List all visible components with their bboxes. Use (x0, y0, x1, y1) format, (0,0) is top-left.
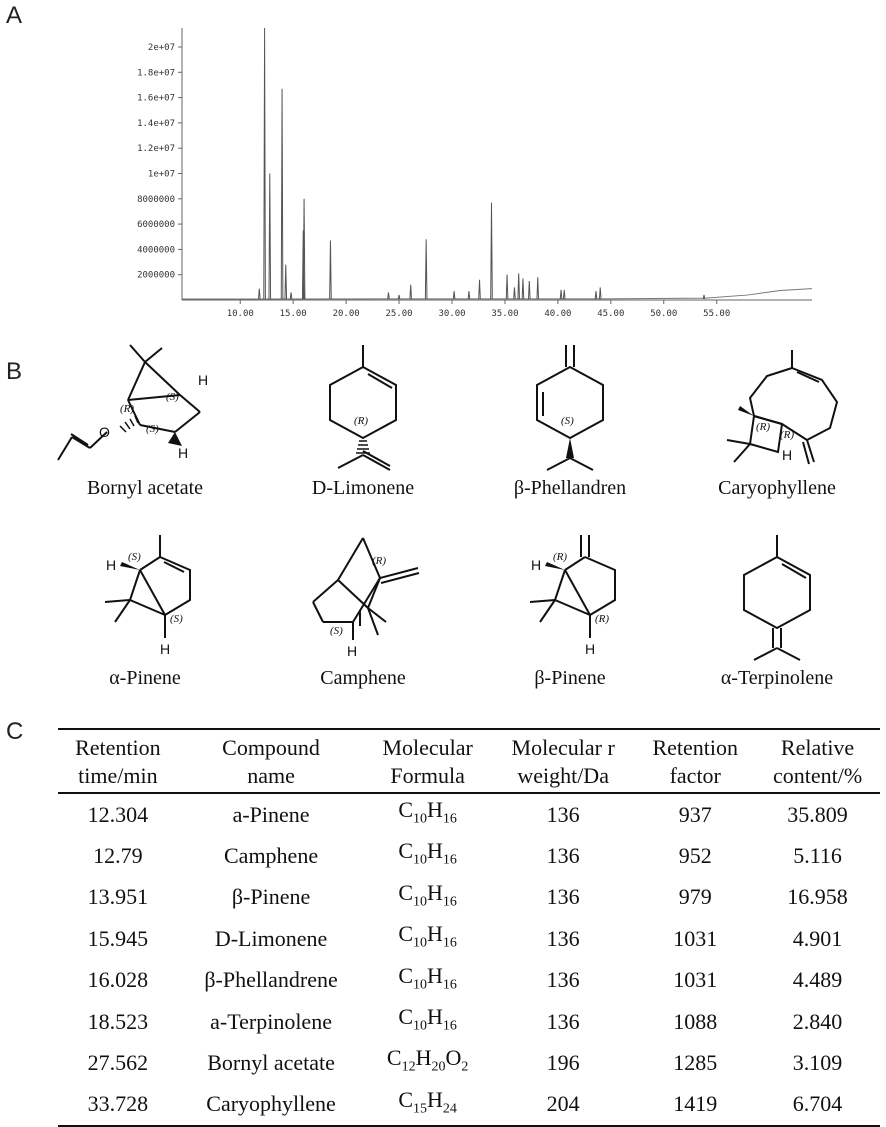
x-tick-label: 45.00 (597, 309, 625, 319)
structure-beta-phellandrene (465, 340, 675, 500)
cell-retention-factor: 1419 (673, 1091, 718, 1117)
cell-molecular-weight: 196 (546, 1050, 580, 1076)
cell-molecular-formula: $C_{10}H_{16}$ (398, 879, 457, 910)
chromatogram-peak (537, 277, 539, 299)
hydrogen-atom-label: H (585, 641, 596, 657)
structure-grid (40, 340, 886, 702)
cell-retention-factor: 937 (678, 801, 712, 827)
chromatogram-peak (506, 275, 508, 299)
y-tick-label: 8000000 (137, 194, 175, 205)
caryophyllene-drawing (682, 340, 872, 475)
cell-compound-name: Bornyl acetate (207, 1050, 335, 1076)
cell-relative-content: 6.704 (792, 1091, 843, 1117)
cell-molecular-formula: $C_{10}H_{16}$ (398, 797, 457, 827)
x-tick-label: 25.00 (385, 309, 413, 319)
cell-retention-time: 16.028 (87, 967, 149, 993)
cell-compound-name: Camphene (224, 843, 319, 869)
chromatogram-peak (479, 280, 481, 299)
chromatogram-peak (522, 278, 524, 298)
hydrogen-atom-label: H (782, 447, 793, 463)
x-tick-label: 40.00 (544, 309, 572, 319)
y-tick-label: 1e+07 (147, 169, 175, 180)
table-row (58, 877, 880, 918)
table-row (58, 793, 880, 835)
chromatogram-peak (398, 295, 400, 299)
cell-retention-factor: 1285 (673, 1050, 718, 1076)
alpha-pinene-drawing (50, 530, 240, 665)
y-tick-label: 1.8e+07 (137, 68, 175, 79)
stereo-label: (R) (354, 415, 369, 427)
table-row (58, 1084, 880, 1126)
stereo-label: (R) (120, 403, 135, 415)
chromatogram-peak (453, 291, 455, 299)
cell-relative-content: 5.116 (793, 843, 842, 869)
chromatogram-peak (258, 289, 260, 299)
chromatogram-peak (290, 292, 292, 299)
cell-compound-name: Caryophyllene (206, 1091, 336, 1117)
panel-label-c: C (6, 718, 24, 745)
chromatogram-peak (281, 89, 283, 299)
baseline-trace (182, 289, 812, 299)
panel-label-a: A (6, 2, 23, 29)
cell-molecular-weight: 136 (546, 884, 580, 910)
chromatogram-peak (468, 291, 470, 299)
structure-name: Bornyl acetate (86, 477, 204, 499)
x-tick-label: 20.00 (332, 309, 360, 319)
cell-relative-content: 3.109 (792, 1050, 843, 1076)
stereo-label: (S) (146, 423, 159, 435)
structure-name: α-Pinene (109, 667, 181, 689)
x-tick-label: 55.00 (703, 309, 731, 319)
cell-compound-name: D-Limonene (214, 925, 328, 951)
stereo-label: (S) (561, 415, 574, 427)
table-header-row (58, 729, 880, 793)
y-tick-label: 4000000 (137, 245, 175, 256)
table-row (58, 1001, 880, 1042)
chromatogram-peak (285, 265, 287, 299)
chromatogram-peak (560, 290, 562, 299)
y-tick-label: 2e+07 (147, 42, 175, 53)
chromatogram-peak (518, 273, 520, 299)
stereo-label: (R) (372, 555, 387, 567)
y-axis-ticks (137, 43, 182, 281)
bornyl-acetate-drawing (50, 340, 240, 475)
x-axis-ticks (227, 300, 731, 319)
cell-relative-content: 4.489 (792, 967, 843, 993)
cell-retention-time: 13.951 (87, 884, 149, 910)
x-tick-label: 10.00 (226, 309, 254, 319)
cell-retention-time: 12.79 (93, 843, 143, 869)
panel-label-b: B (6, 358, 23, 385)
header-retention-factor: Retention factor (652, 735, 739, 788)
stereo-label: (R) (553, 551, 568, 563)
compound-table (58, 728, 880, 1127)
chromatogram-peak (264, 28, 266, 299)
y-tick-label: 2000000 (137, 270, 175, 281)
structure-camphene (258, 530, 468, 690)
x-tick-label: 35.00 (491, 309, 519, 319)
beta-pinene-drawing (475, 530, 665, 665)
cell-retention-time: 33.728 (87, 1091, 149, 1117)
header-retention-time: Retention time/min (75, 735, 161, 788)
cell-retention-factor: 952 (678, 843, 712, 869)
y-tick-label: 1.6e+07 (137, 93, 175, 104)
beta-phellandrene-drawing (475, 340, 665, 475)
cell-molecular-formula: $C_{10}H_{16}$ (398, 921, 457, 951)
structure-caryophyllene (672, 340, 882, 500)
y-tick-label: 1.4e+07 (137, 118, 175, 129)
structure-name: D-Limonene (311, 477, 415, 499)
cell-retention-factor: 1088 (673, 1008, 718, 1034)
table-row (58, 1042, 880, 1083)
x-tick-label: 50.00 (650, 309, 678, 319)
table-row (58, 960, 880, 1001)
hydrogen-atom-label: H (178, 445, 189, 461)
stereo-label: (R) (595, 613, 610, 625)
structure-alpha-terpinolene (672, 530, 882, 690)
stereo-label: (S) (170, 613, 183, 625)
hydrogen-atom-label: H (198, 372, 209, 388)
table-row (58, 835, 880, 876)
cell-relative-content: 4.901 (792, 925, 843, 951)
cell-molecular-formula: $C_{15}H_{24}$ (398, 1086, 457, 1117)
hydrogen-atom-label: H (531, 557, 542, 573)
structure-name: β-Pinene (534, 667, 606, 689)
hydrogen-atom-label: H (160, 641, 171, 657)
cell-molecular-weight: 204 (546, 1091, 580, 1117)
cell-relative-content: 35.809 (787, 801, 848, 827)
structure-name: Caryophyllene (718, 477, 836, 499)
chart-axes (182, 28, 812, 300)
structure-alpha-pinene (40, 530, 250, 690)
header-compound-name: Compound name (222, 735, 320, 788)
table-body (58, 793, 880, 1126)
chromatogram-peak (388, 292, 390, 299)
cell-molecular-formula: $C_{12}H_{20}O_2$ (386, 1045, 469, 1075)
structure-d-limonene (258, 340, 468, 500)
stereo-label: (S) (128, 551, 141, 563)
stereo-label: (S) (330, 625, 343, 637)
stereo-label: (R) (756, 421, 771, 433)
y-tick-label: 1.2e+07 (137, 144, 175, 155)
cell-molecular-weight: 136 (546, 843, 580, 869)
cell-molecular-weight: 136 (546, 801, 580, 827)
header-molecular-weight: Molecular r weight/Da (511, 735, 615, 788)
cell-retention-time: 27.562 (87, 1050, 149, 1076)
chromatogram-peak (425, 239, 427, 299)
header-molecular-formula: Molecular Formula (382, 735, 473, 788)
cell-molecular-weight: 136 (546, 925, 580, 951)
hydrogen-atom-label: H (347, 643, 358, 659)
cell-relative-content: 2.840 (792, 1008, 843, 1034)
oxygen-atom-label: O (99, 424, 110, 440)
cell-retention-factor: 979 (678, 884, 712, 910)
chromatogram-peak (563, 290, 565, 299)
cell-retention-factor: 1031 (673, 925, 718, 951)
cell-molecular-formula: $C_{10}H_{16}$ (398, 1003, 457, 1034)
cell-compound-name: a-Terpinolene (210, 1008, 332, 1034)
x-tick-label: 15.00 (279, 309, 307, 319)
cell-molecular-weight: 136 (546, 1008, 580, 1034)
structure-name: α-Terpinolene (720, 667, 834, 689)
chromatogram-peak (410, 285, 412, 299)
cell-retention-time: 12.304 (87, 801, 149, 827)
y-tick-label: 6000000 (137, 220, 175, 231)
alpha-terpinolene-drawing (682, 530, 872, 665)
stereo-label: (S) (166, 391, 179, 403)
cell-molecular-weight: 136 (546, 967, 580, 993)
structure-beta-pinene (465, 530, 675, 690)
cell-retention-time: 15.945 (87, 925, 149, 951)
cell-compound-name: a-Pinene (232, 801, 310, 827)
hydrogen-atom-label: H (106, 557, 117, 573)
cell-relative-content: 16.958 (787, 884, 848, 910)
chromatogram-peak (330, 241, 332, 299)
chromatogram-trace (182, 28, 812, 299)
chromatogram-peak (528, 281, 530, 299)
cell-compound-name: β-Pinene (231, 884, 311, 910)
chromatogram-peak (269, 173, 271, 298)
structure-name: Camphene (320, 667, 406, 689)
camphene-drawing (268, 530, 458, 665)
chromatogram-peak (599, 287, 601, 299)
cell-molecular-formula: $C_{10}H_{16}$ (398, 838, 457, 868)
stereo-label: (R) (780, 429, 795, 441)
cell-compound-name: β-Phellandrene (204, 967, 338, 993)
table-row (58, 918, 880, 959)
cell-retention-factor: 1031 (673, 967, 718, 993)
chromatogram-peak (491, 203, 493, 299)
cell-molecular-formula: $C_{10}H_{16}$ (398, 962, 457, 992)
cell-retention-time: 18.523 (87, 1008, 149, 1034)
header-relative-content: Relative content/% (772, 735, 863, 788)
x-tick-label: 30.00 (438, 309, 466, 319)
chromatogram-chart (0, 28, 886, 328)
structure-bornyl-acetate (40, 340, 250, 500)
d-limonene-drawing (268, 340, 458, 475)
chromatogram-peak (514, 287, 516, 299)
structure-name: β-Phellandren (513, 477, 627, 499)
chromatogram-peak (595, 291, 597, 299)
